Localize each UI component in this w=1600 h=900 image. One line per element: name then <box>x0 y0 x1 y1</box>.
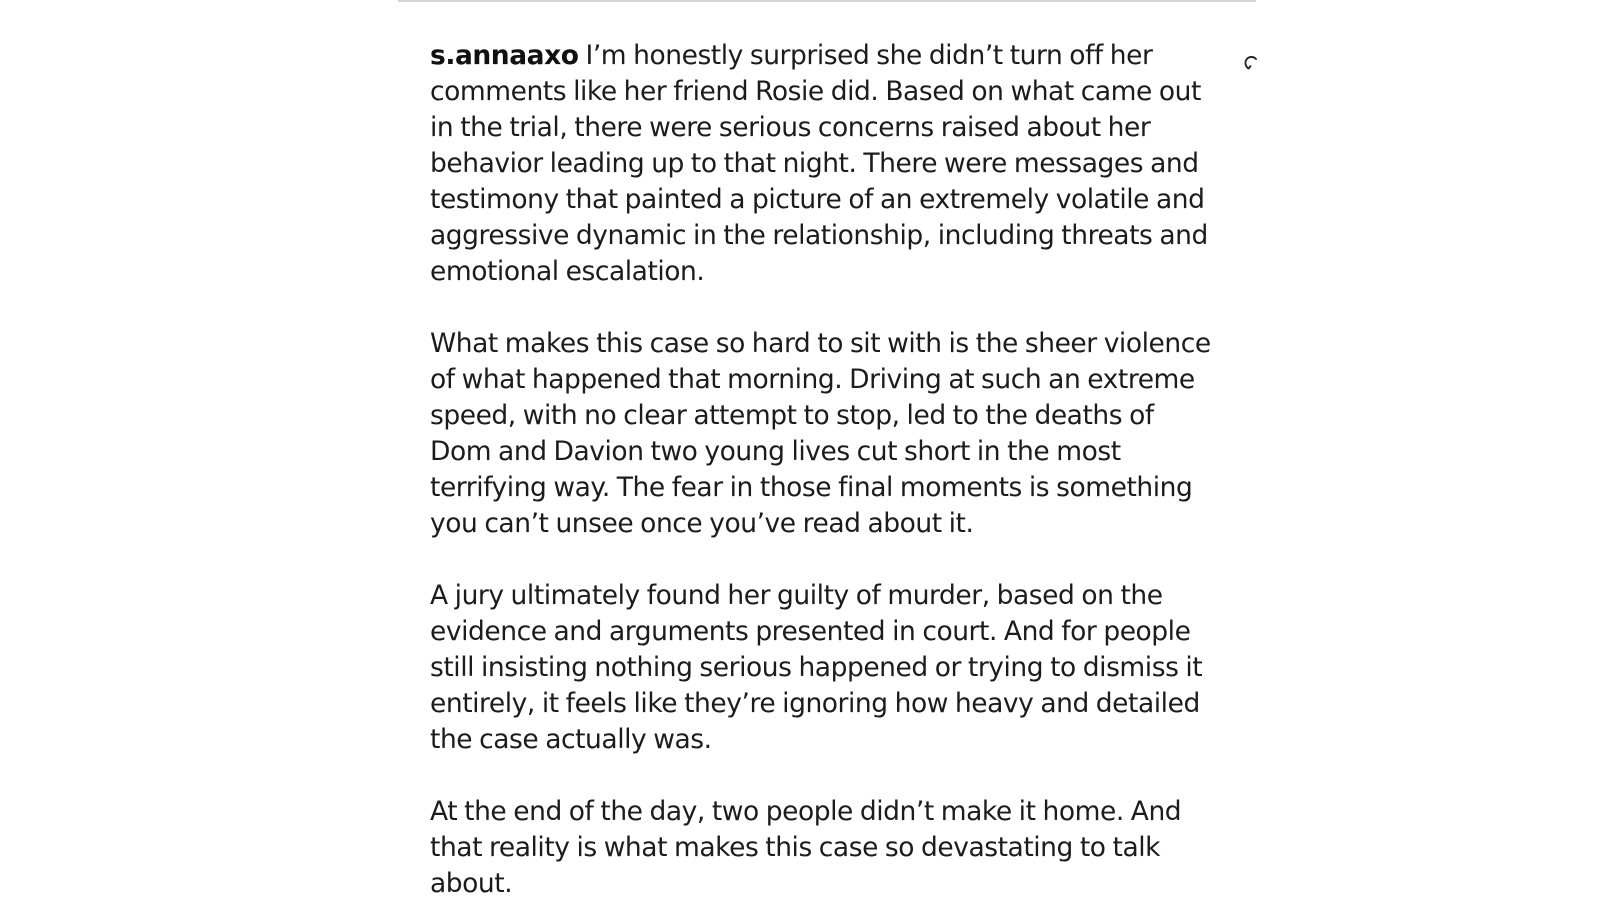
comment-text <box>430 38 1220 900</box>
comment <box>430 38 1220 900</box>
comment-username[interactable]: s.annaaxo <box>430 40 579 71</box>
top-divider <box>398 0 1256 2</box>
comment-paragraph-2: What makes this case so hard to sit with is the sheer violence of what happened that morning. Driving at such an extreme speed, with no clear attempt to stop, led to the deaths of Dom and Davion two young lives cut short in the most terrifying way. The fear in those final moments is something you can’t unsee once you’ve read about it. <box>430 328 1211 539</box>
like-button[interactable] <box>1240 52 1262 78</box>
comment-paragraph-1-text: I’m honestly surprised she didn’t turn off her comments like her friend Rosie did. Based on what came out in the trial, there were serious concerns raised about her behavior leading up to that night. There were messages and testimony that painted a picture of an extremely volatile and aggressive dynamic in the relationship, including threats and emotional escalation. <box>430 40 1208 287</box>
comment-paragraph-4: At the end of the day, two people didn’t make it home. And that reality is what makes this case so devastating to talk about. <box>430 796 1182 899</box>
heart-outline-icon <box>1243 55 1259 75</box>
comment-paragraph-1 <box>430 38 1220 290</box>
comment-paragraph-3: A jury ultimately found her guilty of murder, based on the evidence and arguments presented in court. And for people still insisting nothing serious happened or trying to dismiss it entirely, it feels like they’re ignoring how heavy and detailed the case actually was. <box>430 580 1203 755</box>
